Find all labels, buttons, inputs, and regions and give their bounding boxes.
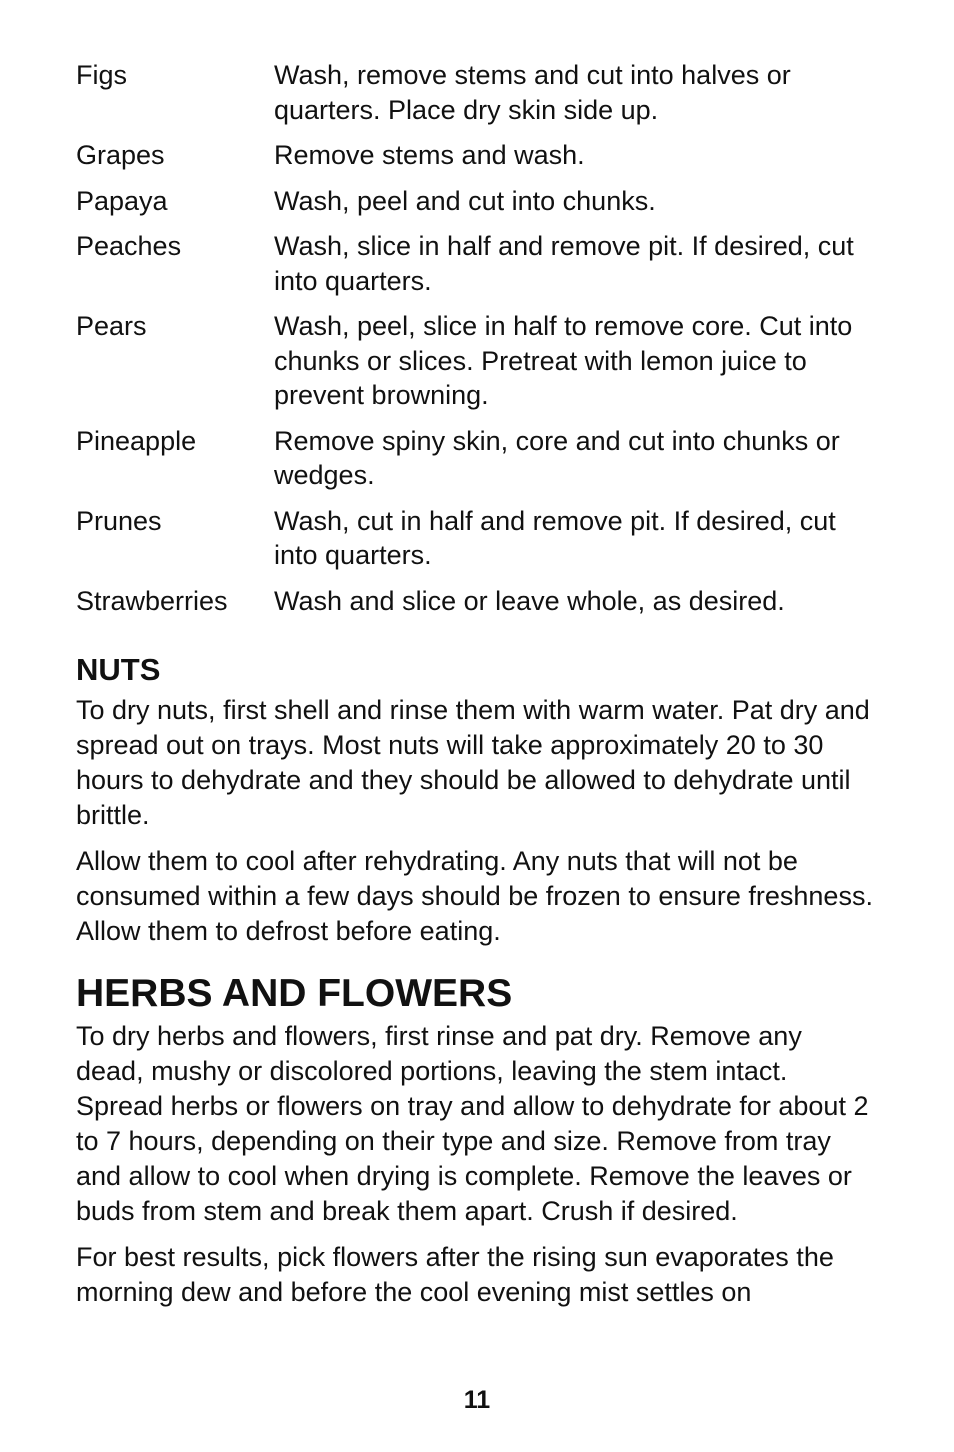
table-row (76, 504, 876, 584)
table-row (76, 229, 876, 309)
table-row (76, 584, 876, 630)
page-number: 11 (463, 1386, 491, 1414)
nuts-paragraph: Allow them to cool after rehydrating. Any nuts that will not be consumed within a few days should be frozen to ensure freshness. Allow them to defrost before eating. (76, 846, 873, 946)
fruit-instructions: Remove stems and wash. (274, 140, 585, 170)
herbs-flowers-heading: HERBS AND FLOWERS (76, 972, 513, 1015)
nuts-paragraph: To dry nuts, first shell and rinse them with warm water. Pat dry and spread out on trays. Most nuts will take approximately 20 to 30 hours to dehydrate and they should be allowed to dehydrate until brittle. (76, 695, 870, 830)
fruit-instructions: Wash, remove stems and cut into halves or quarters. Place dry skin side up. (274, 60, 791, 125)
fruit-name: Pineapple (76, 425, 197, 456)
fruit-instructions: Remove spiny skin, core and cut into chunks or wedges. (274, 425, 840, 490)
fruit-instructions: Wash and slice or leave whole, as desired. (274, 585, 785, 616)
fruit-name: Peaches (76, 231, 182, 261)
table-row (76, 184, 876, 230)
table-row (76, 309, 876, 424)
herbs-paragraph: For best results, pick flowers after the rising sun evaporates the morning dew and before the cool evening mist settles on (76, 1242, 834, 1307)
fruit-name: Grapes (76, 140, 165, 170)
fruit-instructions: Wash, cut in half and remove pit. If desired, cut into quarters. (274, 505, 836, 570)
table-row (76, 424, 876, 504)
fruit-name: Strawberries (76, 585, 228, 616)
fruit-instructions: Wash, peel and cut into chunks. (274, 185, 656, 216)
fruit-name: Prunes (76, 505, 162, 536)
fruit-instructions: Wash, slice in half and remove pit. If desired, cut into quarters. (274, 231, 854, 296)
page-content (76, 58, 876, 1321)
fruit-prep-table (76, 58, 876, 629)
table-row (76, 138, 876, 184)
fruit-name: Papaya (76, 185, 168, 216)
fruit-name: Figs (76, 60, 128, 90)
herbs-paragraph: To dry herbs and flowers, first rinse and pat dry. Remove any dead, mushy or discolored portions, leaving the stem intact. Spread herbs or flowers on tray and allow to dehydrate for about 2 to 7 hours, depending on their type and size. Remove from tray and allow to cool when drying is complete. Remove the leaves or buds from stem and break them apart. Crush if desired. (76, 1021, 869, 1226)
table-row (76, 58, 876, 138)
fruit-instructions: Wash, peel, slice in half to remove core. Cut into chunks or slices. Pretreat with lemon juice to prevent browning. (274, 311, 853, 410)
fruit-name: Pears (76, 311, 147, 341)
nuts-heading: NUTS (76, 652, 161, 687)
